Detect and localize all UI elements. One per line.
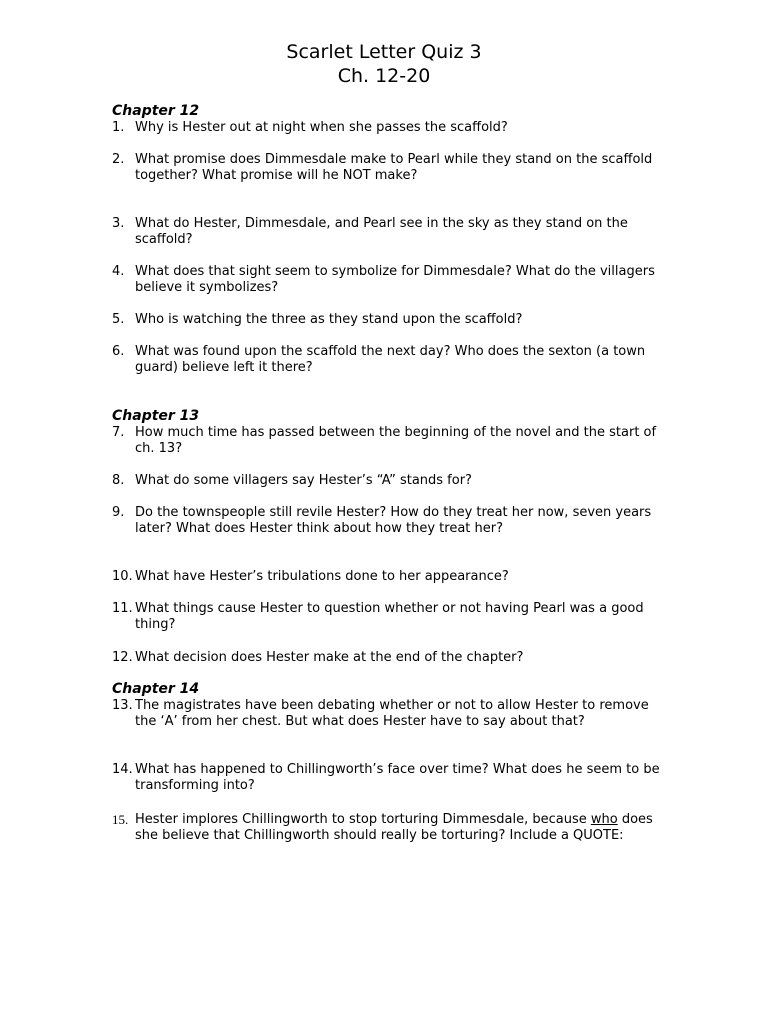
question-number: 14. <box>112 762 133 777</box>
question-number: 13. <box>112 698 133 713</box>
question-text-before: Hester implores Chillingworth to stop torturing Dimmesdale, because <box>135 812 591 827</box>
question-item <box>112 650 672 666</box>
question-number: 7. <box>112 425 125 440</box>
question-number: 10. <box>112 569 133 584</box>
question-number: 4. <box>112 264 125 279</box>
question-number: 8. <box>112 473 125 488</box>
question-item <box>112 569 672 585</box>
question-text-after: does she believe that Chillingworth should really be torturing? Include a QUOTE: <box>135 812 653 843</box>
question-text <box>112 812 672 844</box>
question-text: What do some villagers say Hester’s “A” stands for? <box>135 473 472 488</box>
question-text: Who is watching the three as they stand upon the scaffold? <box>135 312 523 327</box>
question-number: 1. <box>112 120 125 135</box>
question-text: What was found upon the scaffold the next day? Who does the sexton (a town guard) believe left it there? <box>135 344 646 375</box>
question-text: Do the townspeople still revile Hester? How do they treat her now, seven years later? What does Hester think about how they treat her? <box>135 505 652 536</box>
question-item <box>112 120 672 136</box>
question-text: What do Hester, Dimmesdale, and Pearl see in the sky as they stand on the scaffold? <box>135 216 628 247</box>
question-text: How much time has passed between the beginning of the novel and the start of ch. 13? <box>135 425 657 456</box>
chapter-heading: Chapter 12 <box>112 103 200 119</box>
chapter-heading: Chapter 13 <box>112 408 200 424</box>
question-item <box>112 216 672 248</box>
question-text: The magistrates have been debating whether or not to allow Hester to remove the ‘A’ from her chest. But what does Hester have to say about that? <box>135 698 649 729</box>
question-text: What have Hester’s tribulations done to her appearance? <box>135 569 509 584</box>
question-number: 11. <box>112 601 133 616</box>
question-number: 12. <box>112 650 133 665</box>
page-subtitle: Ch. 12-20 <box>337 65 431 87</box>
question-text: Why is Hester out at night when she passes the scaffold? <box>135 120 508 135</box>
question-item <box>112 473 672 489</box>
question-item <box>112 601 672 633</box>
chapter-heading: Chapter 14 <box>112 681 200 697</box>
question-item <box>112 812 672 844</box>
question-number: 2. <box>112 152 125 167</box>
question-text: What has happened to Chillingworth’s face over time? What does he seem to be transforming into? <box>135 762 660 793</box>
question-text: What things cause Hester to question whether or not having Pearl was a good thing? <box>135 601 644 632</box>
question-number: 5. <box>112 312 125 327</box>
question-number: 9. <box>112 505 125 520</box>
question-item <box>112 264 672 296</box>
underlined-word: who <box>590 812 618 827</box>
question-item <box>112 425 672 457</box>
question-text: What decision does Hester make at the end of the chapter? <box>135 650 524 665</box>
question-text: What promise does Dimmesdale make to Pearl while they stand on the scaffold together? What promise will he NOT make? <box>135 152 653 183</box>
question-number: 3. <box>112 216 125 231</box>
question-item <box>112 312 672 328</box>
question-item <box>112 505 672 537</box>
question-number: 6. <box>112 344 125 359</box>
question-item <box>112 698 672 730</box>
page-title: Scarlet Letter Quiz 3 <box>286 41 482 63</box>
question-text: What does that sight seem to symbolize for Dimmesdale? What do the villagers believe it symbolizes? <box>135 264 655 295</box>
question-number: 15. <box>112 812 129 827</box>
question-item <box>112 152 672 184</box>
question-item <box>112 344 672 376</box>
question-item <box>112 762 672 794</box>
